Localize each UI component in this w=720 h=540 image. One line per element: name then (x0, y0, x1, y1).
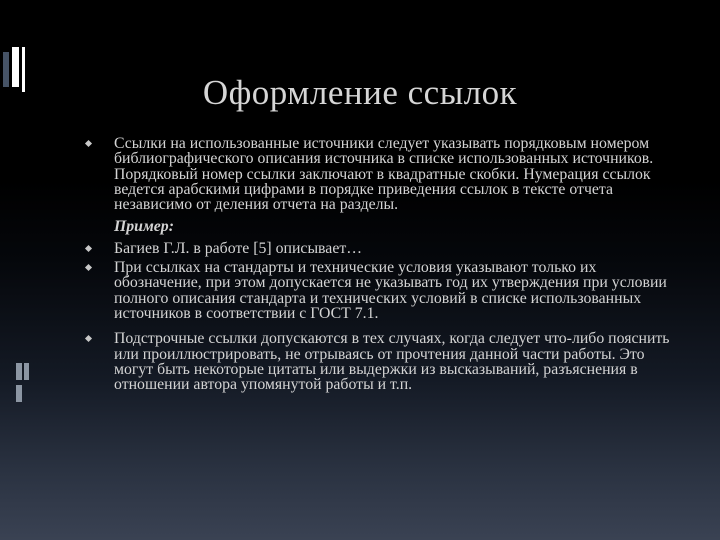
decorative-bar (24, 363, 29, 380)
list-item (86, 241, 672, 256)
list-item-text: Подстрочные ссылки допускаются в тех случаях, когда следует что-либо пояснить или проиллюстрировать, не отрываясь от прочтения данной части работы. Это могут быть некоторые цитаты или выдержки из высказываний, разъяснения в отношении автора упомянутой работы и т.п. (114, 330, 670, 394)
bullet-icon (85, 264, 92, 271)
list-item (86, 260, 672, 321)
slide-title: Оформление ссылок (202, 73, 518, 113)
bullet-icon (85, 245, 92, 252)
decorative-bar (16, 363, 22, 380)
list-item-example (86, 219, 672, 234)
list-item (86, 136, 672, 212)
list-item-text: При ссылках на стандарты и технические условия указывают только их обозначение, при этом допускается не указывать год их утверждения при условии полного описания стандарта и технических условий в списке использованных источников в соответствии с ГОСТ 7.1. (114, 259, 667, 322)
list-item-text: Ссылки на использованные источники следует указывать порядковым номером библиографического описания источника в списке использованных источников. Порядковый номер ссылки заключают в квадратные скобки. Нумерация ссылок ведется арабскими цифрами в порядке приведения ссылок в тексте отчета независимо от деления отчета на разделы. (114, 135, 654, 214)
bullet-icon (85, 335, 92, 342)
decorative-bar (16, 385, 22, 402)
list-item-text: Багиев Г.Л. в работе [5] описывает… (114, 239, 363, 257)
bullet-list (86, 136, 672, 392)
list-item (86, 331, 672, 392)
example-label: Пример: (114, 218, 174, 236)
bullet-icon (85, 140, 92, 147)
